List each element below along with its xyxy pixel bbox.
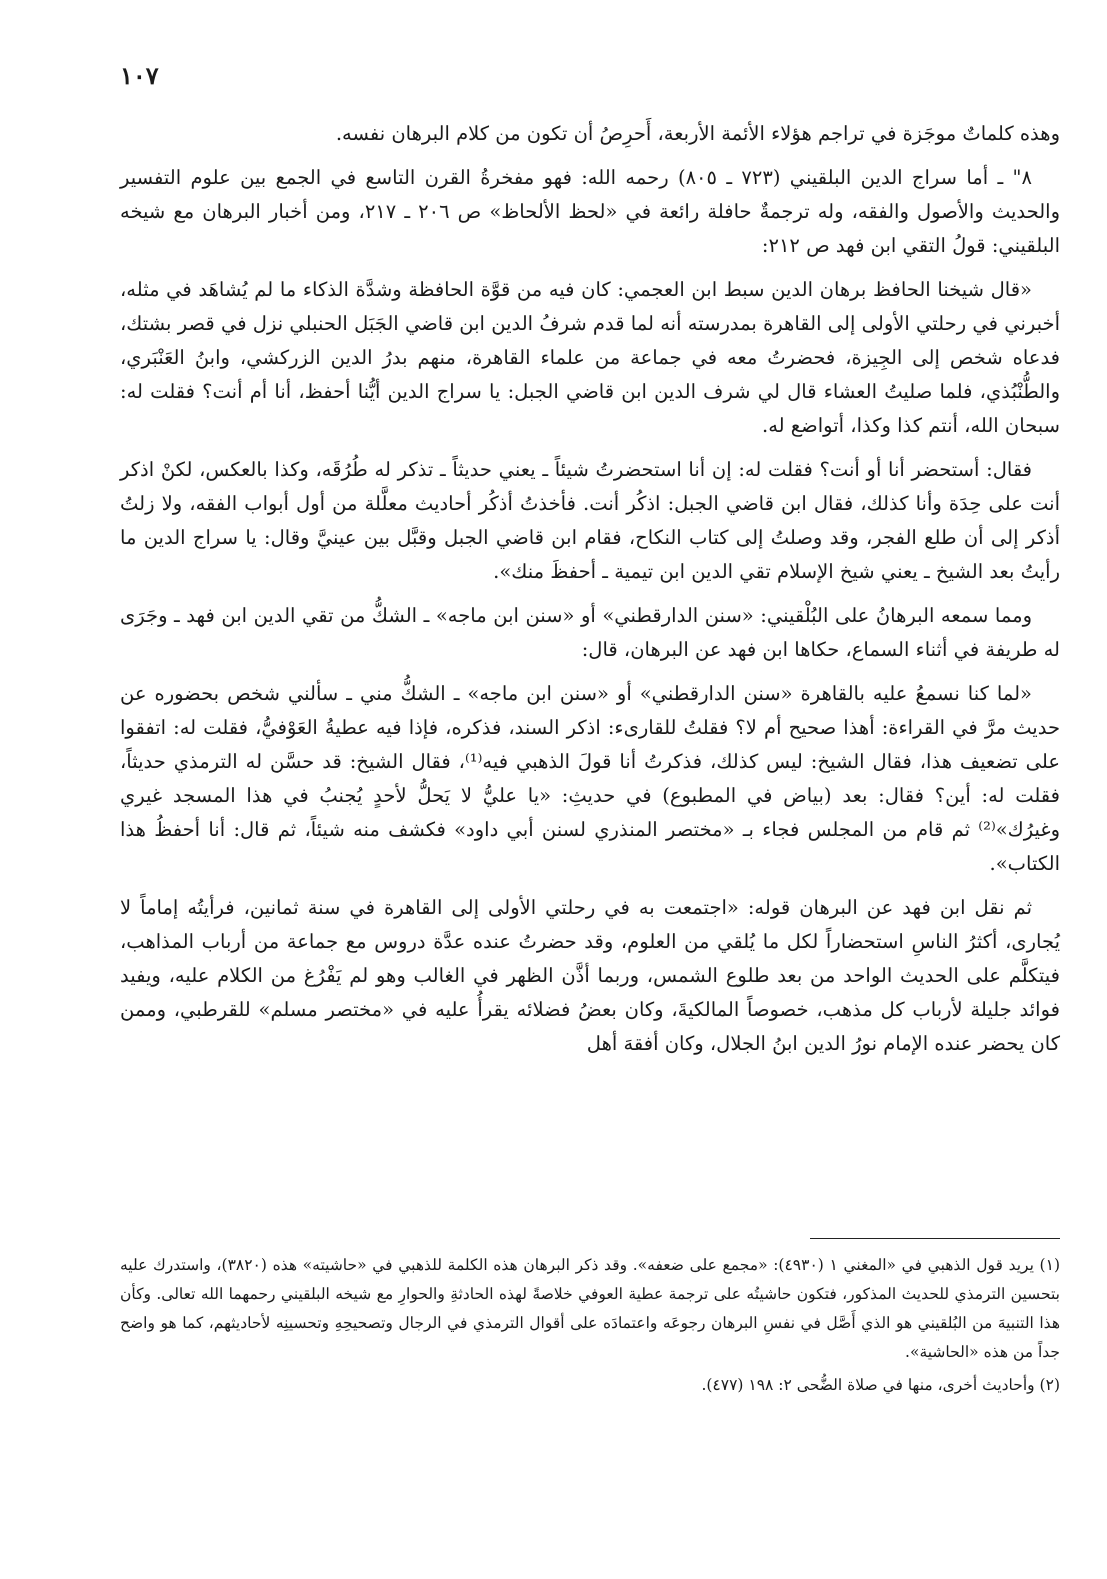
- footnotes: [120, 1251, 1060, 1404]
- book-page: [120, 55, 1060, 1555]
- paragraph-sunan: ومما سمعه البرهانُ على البُلْقيني: «سنن الدارقطني» أو «سنن ابن ماجه» ـ الشكُّ من تقي الدين ابن فهد ـ وجَرَى له طريفة في أثناء السماع، حكاها ابن فهد عن البرهان، قال:: [120, 604, 1060, 661]
- page-number: ١٠٧: [120, 61, 159, 90]
- paragraph-siraj-bulqini: ٨" ـ أما سراج الدين البلقيني (٧٢٣ ـ ٨٠٥) رحمه الله: فهو مفخرةُ القرن التاسع في الجمع بين علوم التفسير والحديث والأصول والفقه، وله ترجمةٌ حافلة رائعة في «لحظ الألحاظ» ص ٢٠٦ ـ ٢١٧، ومن أخبار البرهان مع شيخه البلقيني: قولُ التقي ابن فهد ص ٢١٢:: [120, 166, 1061, 257]
- paragraph-ibn-fahd-quote: ثم نقل ابن فهد عن البرهان قوله: «اجتمعت به في رحلتي الأولى إلى القاهرة في سنة ثمانين، فرأيتُه إماماً لا يُجارى، أكثرُ الناسِ استحضاراً لكل ما يُلقي من العلوم، وقد حضرتُ عنده عدَّة دروس مع جماعة من أرباب المذاهب، فيتكلَّم على الحديث الواحد من بعد طلوع الشمس، وربما أذَّن الظهر في الغالب وهو لم يَفْرُغ من الكلام عليه، ويفيد فوائد جليلة لأرباب كل مذهب، خصوصاً المالكيةَ، وكان بعضُ فضلائه يقرأُ عليه في «مختصر مسلم» للقرطبي، وممن كان يحضر عنده الإمام نورُ الدين ابنُ الجلال، وكان أفقهَ أهل: [120, 896, 1060, 1055]
- footnote-divider: [810, 1238, 1060, 1239]
- paragraph-intro: وهذه كلماتٌ موجَزة في تراجم هؤلاء الأئمة الأربعة، أَحرِصُ أن تكون من كلام البرهان نفسه.: [335, 122, 1060, 145]
- paragraph-sama-anecdote: «لما كنا نسمعُ عليه بالقاهرة «سنن الدارقطني» أو «سنن ابن ماجه» ـ الشكُّ مني ـ سألني شخص بحضوره عن حديث مرَّ في القراءة: أهذا صحيح أم لا؟ فقلتُ للقارىء: اذكر السند، فذكره، فإذا فيه عطيةُ العَوْفيُّ، فقلت له: اتفقوا على تضعيف هذا، فقال الشيخ: ليس كذلك، فذكرتُ أنا قولَ الذهبي فيه⁽¹⁾، فقال الشيخ: قد حسَّن له الترمذي حديثاً، فقلت له: أين؟ فقال: بعد (بياض في المطبوع) في حديثِ: «يا عليُّ لا يَحلُّ لأحدٍ يُجنبُ في هذا المسجد غيري وغيرُك»⁽²⁾ ثم قام من المجلس فجاء بـ «مختصر المنذري لسنن أبي داود» فكشف منه شيئاً، ثم قال: أنا أحفظُ هذا الكتاب».: [120, 682, 1061, 875]
- paragraph-istihdar: فقال: أستحضر أنا أو أنت؟ فقلت له: إن أنا استحضرتُ شيئاً ـ يعني حديثاً ـ تذكر له طُرُقَه، وكذا بالعكس، لكنْ اذكر أنت على حِدَة وأنا كذلك، فقال ابن قاضي الجبل: اذكُر أنت. فأخذتُ أذكُر أحاديث معلَّلة من أول أبواب الفقه، ولا زلتُ أذكر إلى أن طلع الفجر، وقد وصلتُ إلى كتاب النكاح، فقام ابن قاضي الجبل وقبَّل بين عينيَّ وقال: يا سراج الدين ما رأيتُ بعد الشيخ ـ يعني شيخ الإسلام تقي الدين ابن تيمية ـ أحفظَ منك».: [120, 458, 1060, 583]
- main-text: [120, 117, 1060, 1071]
- footnote-1: (١) يريد قول الذهبي في «المغني ١ (٤٩٣٠): «مجمع على ضعفه». وقد ذكر البرهان هذه الكلمة للذهبي في «حاشيته» هذه (٣٨٢٠)، واستدرك عليه بتحسين الترمذي للحديث المذكور، فتكون حاشيتُه على ترجمة عطية العوفي خلاصةً لهذه الحادثةِ والحوارِ مع شيخه البلقيني رحمهما الله تعالى. وكأن هذا التنبيهَ من البُلقيني هو الذي أَصَّل في نفسِ البرهان رجوعَه واعتمادَه على أقوال الترمذي في الرجال وتصحيحِهِ وتحسينِه لأحاديثهم، كما هو واضح جداً من هذه «الحاشية».: [120, 1256, 1060, 1361]
- footnote-2: (٢) وأحاديث أخرى، منها في صلاة الضُّحى ٢: ١٩٨ (٤٧٧).: [701, 1376, 1060, 1394]
- paragraph-quote-hafiz: «قال شيخنا الحافظ برهان الدين سبط ابن العجمي: كان فيه من قوَّة الحافظة وشدَّة الذكاء ما لم يُشاهَد في مثله، أخبرني في رحلتي الأولى إلى القاهرة بمدرسته أنه لما قدم شرفُ الدين ابن قاضي الجَبَل الحنبلي نزل في قصر بشتك، فدعاه شخص إلى الجِيزة، فحضرتُ معه في جماعة من علماء القاهرة، منهم بدرُ الدين الزركشي، وابنُ العَنْبَري، والطُّنْبُذي، فلما صليتُ العشاء قال لي شرف الدين ابن قاضي الجبل: يا سراج الدين أيُّنا أحفظ، أنا أم أنت؟ فقلت له: سبحان الله، أنتم كذا وكذا، أتواضع له.: [120, 278, 1060, 437]
